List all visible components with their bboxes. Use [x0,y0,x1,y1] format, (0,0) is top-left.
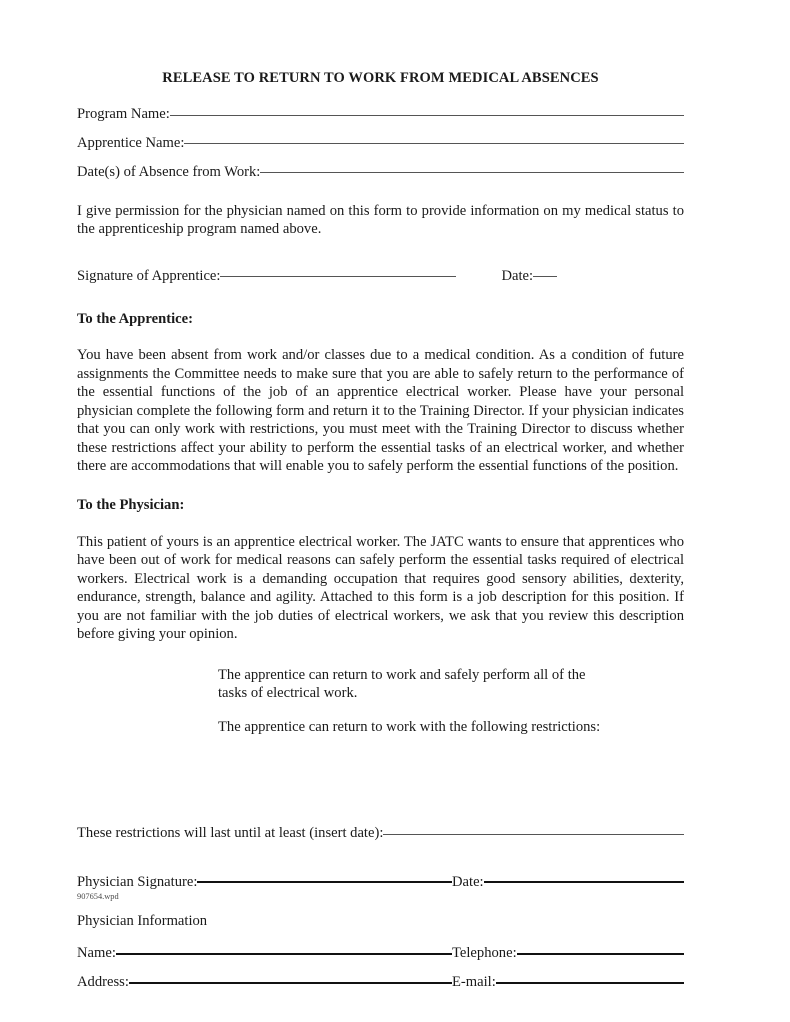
apprentice-date-label: Date: [501,267,534,284]
option-full-duty[interactable]: The apprentice can return to work and safely perform all of the tasks of electrical work. [218,666,586,702]
apprentice-section-paragraph: You have been absent from work and/or classes due to a medical condition. As a condition of future assignments the Committee needs to make sure that you are able to safely return to the performance of the essential functions of the job of an apprentice electrical worker. Please have your personal physician complete the following form and return it to the Training Director. If your physician indicates that you can only work with restrictions, you must meet with the Training Director to discuss whether these restrictions affect your ability to perform the essential tasks of an electrical worker, and whether there are accommodations that will enable you to safely perform the essential functions of the position. [77,347,684,475]
field-row-restriction-duration [77,822,684,842]
absence-dates-input[interactable] [260,161,684,176]
apprentice-date-input[interactable] [533,265,557,280]
option-with-restrictions[interactable]: The apprentice can return to work with the following restrictions: [218,718,601,735]
restriction-duration-label: These restrictions will last until at least (insert date): [77,824,384,841]
physician-name-input[interactable] [116,943,452,958]
restrictions-writing-area[interactable] [77,736,684,822]
footer-file-code: 907654.wpd [77,892,119,901]
physician-telephone-label: Telephone: [452,945,517,962]
physician-information-heading: Physician Information [77,912,208,929]
physician-email-label: E-mail: [452,973,496,990]
apprentice-signature-label: Signature of Apprentice: [77,267,221,284]
physician-address-label: Address: [77,973,129,990]
apprentice-name-label: Apprentice Name: [77,134,185,151]
apprentice-signature-input[interactable] [220,265,456,280]
physician-section-paragraph: This patient of yours is an apprentice electrical worker. The JATC wants to ensure that apprentices who have been out of work for medical reasons can safely perform the essential tasks required of electrical workers. Electrical work is a demanding occupation that requires good sensory abilities, dexterity, endurance, strength, balance and agility. Attached to this form is a job description for this position. If you are not familiar with the job duties of electrical workers, we ask that you review this description before giving your opinion. [77,533,684,643]
physician-signature-input[interactable] [197,871,452,886]
document-content [77,70,684,1000]
field-row-physician-name [77,943,684,963]
physician-email-input[interactable] [496,971,684,986]
physician-telephone-input[interactable] [517,943,684,958]
physician-date-label: Date: [452,873,484,890]
program-name-input[interactable] [170,103,684,118]
physician-signature-label: Physician Signature: [77,873,198,890]
restriction-duration-input[interactable] [383,822,684,837]
physician-name-label: Name: [77,945,116,962]
physician-address-input[interactable] [129,971,452,986]
field-row-physician-address [77,971,684,991]
apprentice-section-heading: To the Apprentice: [77,310,193,327]
page-title: RELEASE TO RETURN TO WORK FROM MEDICAL ABSENCES [162,70,599,86]
program-name-label: Program Name: [77,105,170,122]
permission-paragraph: I give permission for the physician named on this form to provide information on my medical status to the apprenticeship program named above. [77,202,684,238]
field-row-program-name [77,103,684,123]
physician-date-input[interactable] [484,871,684,886]
absence-dates-label: Date(s) of Absence from Work: [77,163,261,180]
field-row-physician-signature [77,871,684,891]
field-row-apprentice-name [77,132,684,152]
field-row-apprentice-signature [77,265,684,285]
physician-section-heading: To the Physician: [77,497,185,514]
apprentice-name-input[interactable] [184,132,684,147]
field-row-absence-dates [77,161,684,181]
return-to-work-options [218,666,618,737]
